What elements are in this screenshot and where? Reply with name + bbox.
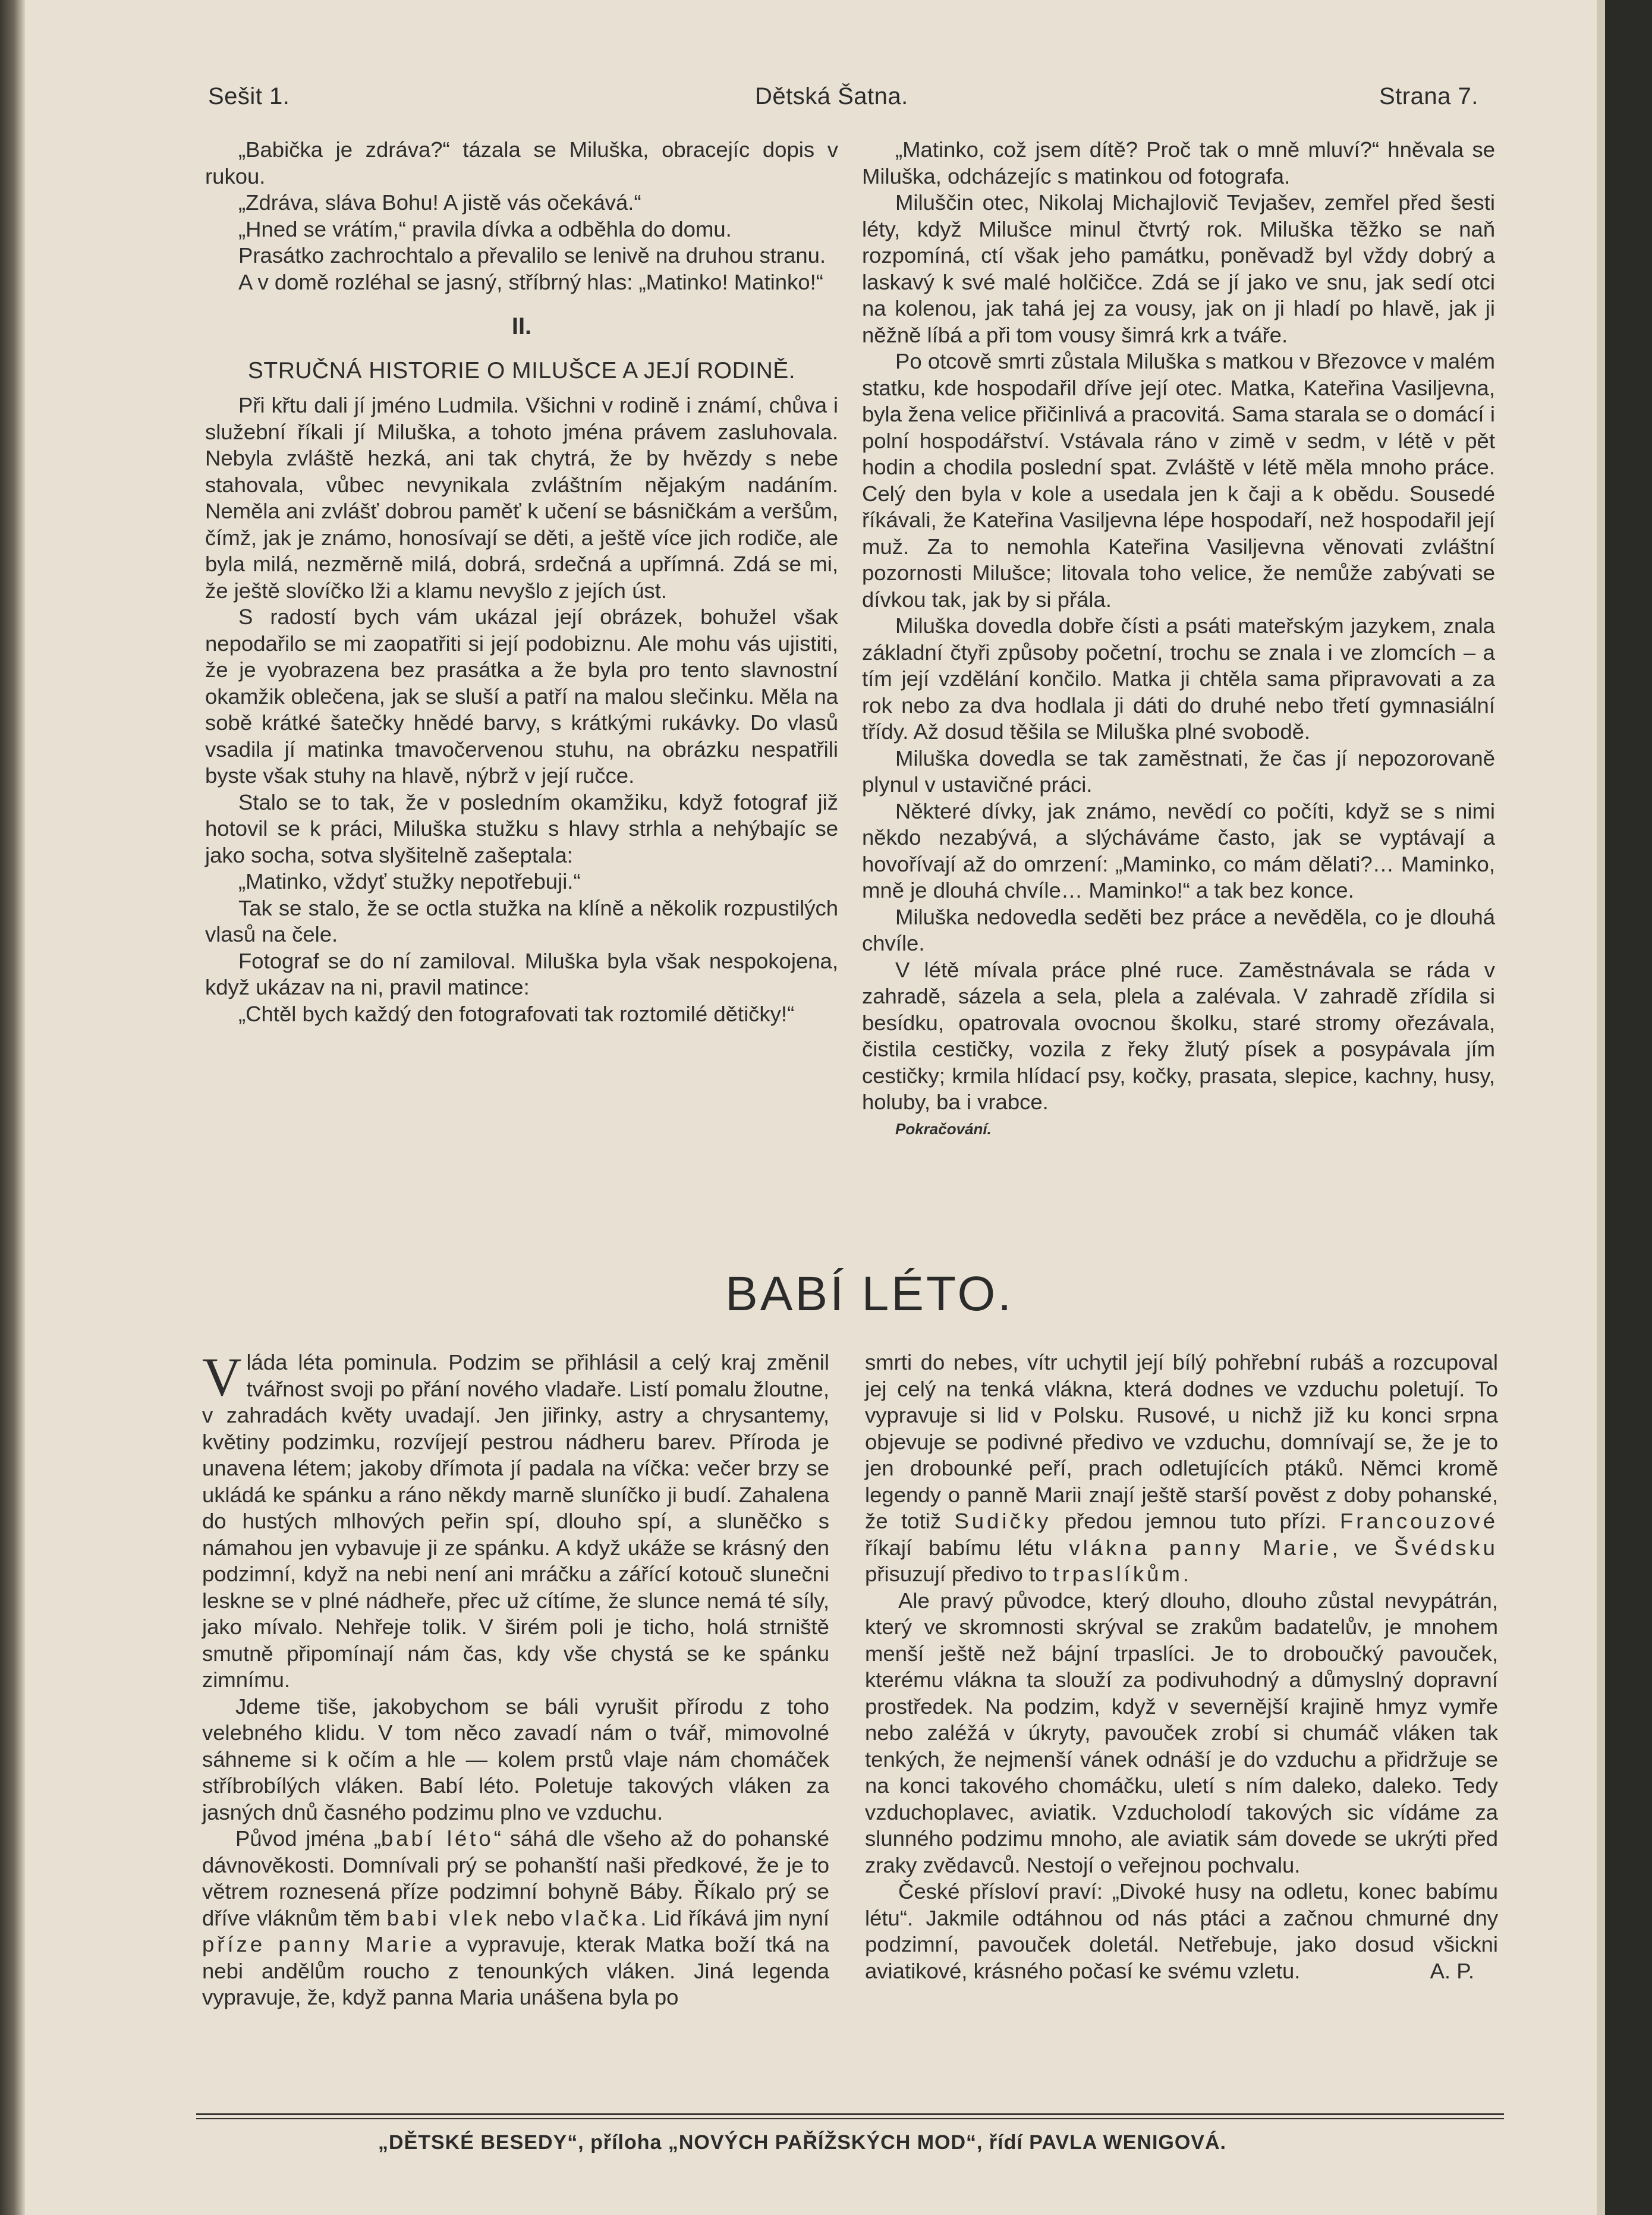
paragraph: S radostí bych vám ukázal její obrázek, bohužel však nepodařilo se mi zaopatřiti si její podobiznu. Ale mohu vás ujistiti, že je vyobrazena bez prasátka a že byla pro tento slavnostní okamžik oblečena, jak se sluší a patří na malou slečinku. Měla na sobě krátké šatečky hnědé barvy, s krátkými rukávky. Do vlasů vsadila jí matinka tmavočervenou stuhu, na obrázku nespatřili byste však stuhy na hlavě, nýbrž v její ručce. — [205, 605, 838, 788]
footer-imprint — [0, 2131, 1605, 2154]
spaced-term: vlákna panny Marie — [1069, 1535, 1332, 1560]
paragraph: Jdeme tiše, jakobychom se báli vyrušit přírodu z toho velebného klidu. V tom něco zavadí nám o tvář, mimovolné sáhneme si k očím a hle — kolem prstů vlaje nám chomáček stříbrobílých vláken. Babí léto. Poletuje takových vláken za jasných dnů časného podzimu plno ve vzduchu. — [202, 1694, 829, 1824]
paragraph: Při křtu dali jí jméno Ludmila. Všichni v rodině i známí, chůva i služební říkali jí Miluška, a tohoto jména právem zasluhovala. Nebyla zvláště hezká, ani tak chytrá, že by hvězdy s nebe stahovala, vůbec nevynikala zvláštním nějakým nadáním. Neměla ani zvlášť dobrou paměť k učení se básničkám a veršům, čímž, jak je známo, honosívají se děti, a ještě více jich rodiče, ale byla milá, nezměrně milá, dobrá, srdečná a upřímná. Zdá se mi, že ještě slovíčko lži a klamu nevyšlo z jejích úst. — [205, 393, 838, 603]
spaced-term: babí léto — [380, 1826, 494, 1851]
paragraph: A v domě rozléhal se jasný, stříbrný hlas: „Matinko! Matinko!“ — [238, 269, 823, 294]
paragraph: Miluščin otec, Nikolaj Michajlovič Tevjašev, zemřel před šesti léty, když Milušce minul čtvrtý rok. Miluška těžko se naň rozpomíná, ctí však jeho památku, poněvadž byl vždy dobrý a laskavý k své malé holčičce. Zdá se jí jako ve snu, jak sedí otci na kolenou, jak tahá jej za vousy, jak on ji hladí po hlavě, jak ji něžně líbá a při tom vousy šimrá krk a tváře. — [862, 190, 1495, 347]
paragraph-text: láda léta pominula. Podzim se přihlásil a celý kraj změnil tvářnost svoji po přání nového vladaře. Listí pomalu žloutne, v zahradách květy uvadají. Jen jiřinky, astry a chrysantemy, květiny podzimku, rozvíjejí pestrou nádheru barev. Příroda je unavena létem; jakoby dřímota jí padala na víčka: večer brzy se ukládá ke spánku a ráno někdy marně sluníčko ji budí. Zahalena do hustých mlhových peřin spí, dlouho spí, a sluněčko s námahou jen vybavuje ji ze spánku. A když ukáže se krásný den podzimní, když na nebi není ani mráčku a zářící kotouč slunečni lesknе se v plné nádheře, přec už cítíme, že slunce nemá té síly, jako mívalo. Nehřeje tolik. V širém poli je ticho, holá strniště smutně připomínají nám čas, kdy vše chystá se ke spánku zimnímu. — [202, 1350, 829, 1692]
header-issue: Sešit 1. — [208, 83, 290, 109]
paragraph: Fotograf se do ní zamiloval. Miluška byla však nespokojena, když ukázav na ni, pravil matince: — [205, 948, 838, 999]
spaced-term: vlačka — [561, 1905, 641, 1930]
paragraph: „Chtěl bych každý den fotografovati tak roztomilé dětičky!“ — [238, 1001, 795, 1026]
text-run: . Lid říkává jim nyní — [640, 1905, 830, 1930]
footer-text: „DĚTSKÉ BESEDY“, příloha „NOVÝCH PAŘÍŽSKÝCH MOD“, řídí PAVLA WENIGOVÁ. — [378, 2131, 1226, 2154]
continued-label: Pokračování. — [895, 1119, 992, 1138]
text-run: a vypravuje, kterak Matka boží tká na nebi andělům roucho z tenounkých vláken. Jiná legenda vypravuje, že, když panna Maria unášena byla po — [202, 1932, 829, 2009]
spaced-term: trpaslíkům — [1053, 1562, 1183, 1586]
text-run: “ sáhá dle všeho až do pohanské dávnověkosti. Domnívali prý se pohanští naši předkové, že je to větrem roznesená příze podzimní bohyně Báby. Říkalo prý se dříve vláknům těm — [202, 1826, 830, 1930]
header-page-number: Strana 7. — [1379, 83, 1478, 109]
article-column-right — [865, 1349, 1498, 1984]
text-run: nebo — [499, 1905, 561, 1930]
paragraph — [202, 1826, 829, 2011]
paragraph: „Babička je zdráva?“ tázala se Miluška, obracejíc dopis v rukou. — [205, 137, 838, 188]
paragraph: Po otcově smrti zůstala Miluška s matkou v Březovce v malém statku, kde hospodařil dříve její otec. Matka, Kateřina Vasiljevna, byla žena velice přičinlivá a pracovitá. Sama starala se o domácí i polní hospodářství. Vstávala ráno v zimě v sedm, v létě v pět hodin a chodila poslední spat. Zvláště v létě měla mnoho práce. Celý den byla v kole a usedala jen k čaji a k obědu. Sousedé říkávali, že Kateřina Vasiljevna lépe hospodaří, než hospodařil její muž. Za to nemohla Kateřina Vasiljevna věnovati zvláštní pozornosti Milušce; litovala toho velice, že nemůže zabývati se dívkou tak, jak by si přála. — [862, 349, 1495, 612]
drop-cap: V — [202, 1346, 242, 1407]
text-run: . — [1182, 1562, 1190, 1586]
text-run: říkají babímu létu — [865, 1535, 1069, 1560]
footer-rule-top — [196, 2113, 1504, 2115]
text-run: přisuzují předivo to — [865, 1562, 1053, 1586]
paragraph: Miluška dovedla dobře čísti a psáti mateřským jazykem, znala základní čtyři způsoby početní, trochu se znala i ve zlomcích – a tím její vzdělání končilo. Matka ji chtěla sama připravovati a za rok nebo za dva hodlala ji dáti do druhé nebo třetí gymnasiální třídy. Až dosud těšila se Miluška plné svobodě. — [862, 613, 1495, 744]
story-column-left — [205, 137, 838, 1027]
paragraph — [202, 1346, 829, 1694]
binding-shadow — [0, 0, 25, 2215]
text-run: předou jemnou tuto přízi. — [1051, 1509, 1340, 1533]
paragraph: Ale pravý původce, který dlouho, dlouho zůstal nevypátrán, který ve skromnosti skrýval se zrakům badatelův, je mnohem menší ještě než báјní trpaslíci. Je to droboučký pavouček, kterému vlákna ta slouží za podivuhodný a důmyslný dopravní prostředek. Na podzim, když v severnější krajině hmyz vymře nebo zaléžá v úkryty, pavouček zrobí si chumáč vláken tak tenkých, že nejmenší vánek odnáší je do vzduchu a přidržuje se na konci takového chomáčku, uletí s ním daleko, daleko. Tedy vzduchoplavec, aviatik. Vzducholodí takových sic vídáme za slunného podzimu mnoho, ale aviatik sám dovede se ukrýti před zraky zvědavců. Nestojí o veřejnou pochvalu. — [865, 1588, 1498, 1877]
text-run: Původ jména „ — [235, 1826, 381, 1851]
paragraph: Prasátko zachrochtalo a převalilo se lenivě na druhou stranu. — [238, 243, 826, 268]
spaced-term: Švédsku — [1393, 1535, 1498, 1560]
paragraph: „Zdráva, sláva Bohu! A jistě vás očekává.“ — [238, 190, 641, 215]
author-signature: A. P. — [1430, 1958, 1474, 1983]
section-number: II. — [511, 313, 532, 339]
text-run: smrti do nebes, vítr uchytil její bílý pohřební rubáš a rozcupoval jej celý na tenká vlákna, která dodnes ve vzduchu poletují. To vypravuje si lid v Polsku. Rusové, u nichž již ku konci srpna objevuje se podivné předivo ve vzduchu, domnívají se, že je to jen drobounké peří, prach odletujících ptáků. Němci kromě legendy o panně Marii znají ještě starší pověst z doby pohanské, že totiž — [865, 1350, 1498, 1533]
paragraph: V létě mívala práce plné ruce. Zaměstnávala se ráda v zahradě, sázela a sela, plela a zalévala. V zahradě zřídila si besídku, opatrovala ovocnou školku, staré stromy ořezávala, čistila cestičky, vozila z řeky žlutý písek a posypávala jím cestičky; krmila hlídací psy, kočky, prasata, slepice, kachny, husy, holuby, ba i vrabce. — [862, 957, 1495, 1114]
text-run: , ve — [1332, 1535, 1394, 1560]
paragraph — [865, 1349, 1498, 1588]
paragraph: Miluška nedovedla seděti bez práce a nevěděla, co je dlouhá chvíle. — [862, 904, 1495, 955]
spaced-term: babi vlek — [386, 1905, 500, 1930]
paragraph: „Hned se vrátím,“ pravila dívka a odběhla do domu. — [238, 216, 732, 241]
spaced-term: Sudičky — [954, 1509, 1052, 1533]
paragraph: „Matinko, vždyť stužky nepotřebuji.“ — [238, 869, 581, 893]
paragraph: Tak se stalo, že se octla stužka na klíně a několik rozpustilých vlasů na čele. — [205, 895, 838, 946]
paragraph: Některé dívky, jak známo, nevědí co počíti, když se s nimi někdo nezabývá, a slýcháváme často, jak se vyptávají a hovořívají až do omrzení: „Maminko, co mám dělati?… Maminko, mně je dlouhá chvíle… Maminko!“ a tak bez konce. — [862, 798, 1495, 902]
spaced-term: Francouzové — [1340, 1509, 1498, 1533]
spaced-term: příze panny Marie — [202, 1932, 435, 1956]
footer-rule-bottom — [196, 2118, 1504, 2119]
article-column-left — [202, 1346, 830, 2011]
article-title: BABÍ LÉTO. — [725, 1267, 1014, 1321]
story-column-right — [862, 137, 1495, 1142]
paragraph: „Matinko, což jsem dítě? Proč tak o mně mluví?“ hněvala se Miluška, odcházejíc s matinkou od fotografa. — [862, 137, 1495, 188]
paragraph: Miluška dovedla se tak zaměstnati, že čas jí nepozorovaně plynul v ustavičné práci. — [862, 745, 1495, 797]
paragraph: Stalo se to tak, že v posledním okamžiku, když fotograf již hotovil se k práci, Miluška stužku s hlavy strhla a nehýbajíc se jako socha, sotva slyšitelně zašeptala: — [205, 789, 838, 867]
paragraph — [865, 1879, 1498, 1984]
section-title: STRUČNÁ HISTORIE O MILUŠCE A JEJÍ RODINĚ. — [247, 357, 796, 383]
header-publication: Dětská Šatna. — [755, 83, 908, 109]
page-edge — [1597, 0, 1605, 2215]
paragraph-text: České přísloví praví: „Divoké husy na odletu, konec babímu létu“. Jakmile odtáhnou od nás ptáci a začnou chmurné dny podzimní, pavouček doletál. Netřebuje, jako dosud všickni aviatikové, krásného počasí ke svému vzletu. — [865, 1879, 1498, 1983]
